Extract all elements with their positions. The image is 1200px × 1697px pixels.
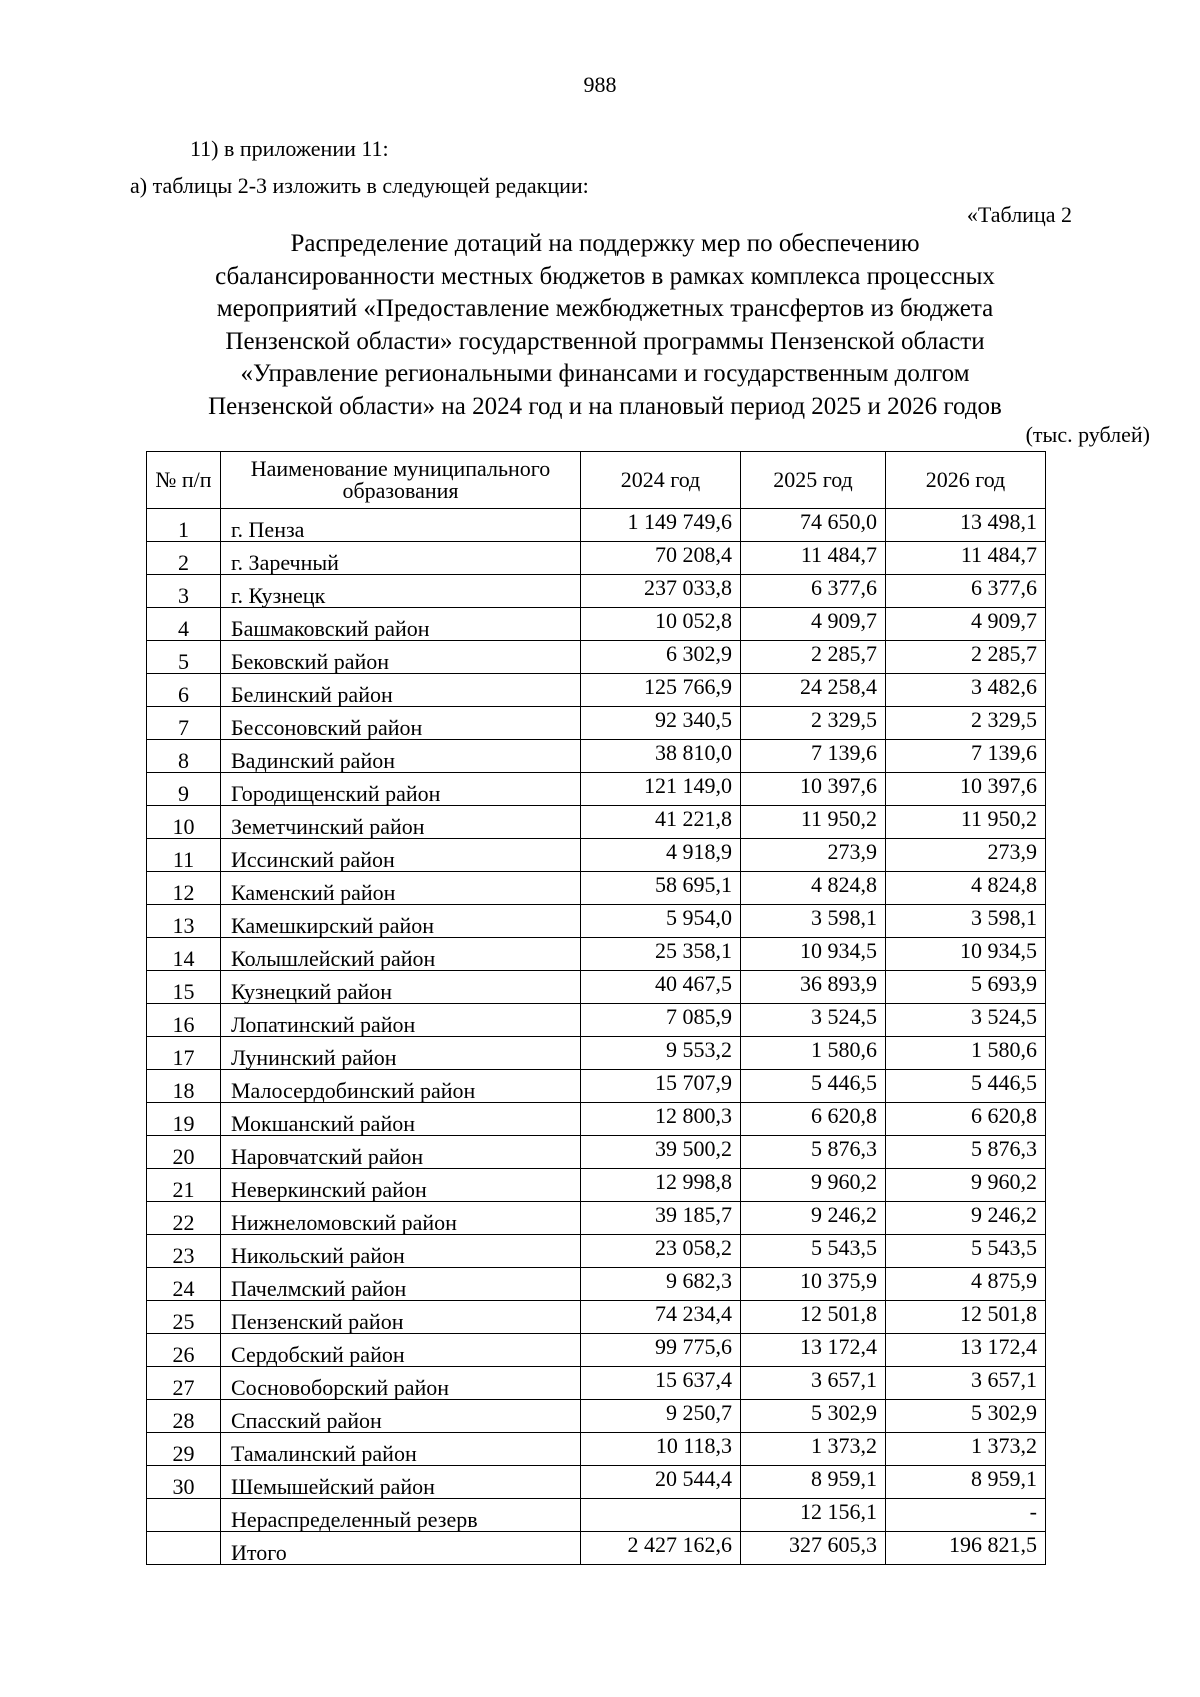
- title-line: Пензенской области» государственной программы Пензенской области: [225, 327, 985, 355]
- row-value-2025: 10 375,9: [741, 1268, 886, 1301]
- row-number: 30: [147, 1466, 221, 1499]
- row-value-2025: 4 824,8: [741, 872, 886, 905]
- table-row: [147, 1268, 1046, 1301]
- row-number: 16: [147, 1004, 221, 1037]
- row-value-2025: 5 446,5: [741, 1070, 886, 1103]
- table-row: [147, 1235, 1046, 1268]
- row-value-2024: 40 467,5: [581, 971, 741, 1004]
- row-value-2025: 10 934,5: [741, 938, 886, 971]
- row-municipality: Малосердобинский район: [221, 1070, 581, 1103]
- table-row: [147, 1433, 1046, 1466]
- row-municipality: г. Заречный: [221, 542, 581, 575]
- row-value-2025: 1 373,2: [741, 1433, 886, 1466]
- row-number: 15: [147, 971, 221, 1004]
- row-value-2024: 99 775,6: [581, 1334, 741, 1367]
- row-value-2024: 1 149 749,6: [581, 509, 741, 542]
- row-municipality: Бековский район: [221, 641, 581, 674]
- row-value-2026: 2 285,7: [886, 641, 1046, 674]
- units-label: (тыс. рублей): [1025, 422, 1150, 447]
- table-row: [147, 1532, 1046, 1565]
- row-number: 2: [147, 542, 221, 575]
- row-value-2026: 3 524,5: [886, 1004, 1046, 1037]
- table-row: [147, 971, 1046, 1004]
- title-line: «Управление региональными финансами и государственным долгом: [240, 360, 970, 387]
- row-municipality: Городищенский район: [221, 773, 581, 806]
- header-2024: 2024 год: [581, 452, 741, 509]
- row-value-2026: 4 824,8: [886, 872, 1046, 905]
- row-value-2026: 2 329,5: [886, 707, 1046, 740]
- row-municipality: Неверкинский район: [221, 1169, 581, 1202]
- row-number: 12: [147, 872, 221, 905]
- row-number: 21: [147, 1169, 221, 1202]
- distribution-table: [146, 451, 1046, 1565]
- row-value-2024: 58 695,1: [581, 872, 741, 905]
- row-number: 23: [147, 1235, 221, 1268]
- row-municipality: Бессоновский район: [221, 707, 581, 740]
- row-number: 14: [147, 938, 221, 971]
- row-municipality: Нижнеломовский район: [221, 1202, 581, 1235]
- row-value-2025: 74 650,0: [741, 509, 886, 542]
- row-value-2024: 39 185,7: [581, 1202, 741, 1235]
- row-value-2026: 3 482,6: [886, 674, 1046, 707]
- row-value-2026: 3 598,1: [886, 905, 1046, 938]
- table-row: [147, 509, 1046, 542]
- row-value-2024: 20 544,4: [581, 1466, 741, 1499]
- intro-line-1: 11) в приложении 11:: [190, 136, 389, 161]
- row-municipality: Шемышейский район: [221, 1466, 581, 1499]
- table-row: [147, 1400, 1046, 1433]
- row-value-2026: 4 909,7: [886, 608, 1046, 641]
- row-municipality: Пензенский район: [221, 1301, 581, 1334]
- row-value-2026: 13 498,1: [886, 509, 1046, 542]
- row-value-2025: 9 246,2: [741, 1202, 886, 1235]
- table-title: [140, 228, 1070, 423]
- row-value-2024: 6 302,9: [581, 641, 741, 674]
- table-row: [147, 707, 1046, 740]
- row-value-2026: 1 373,2: [886, 1433, 1046, 1466]
- table-row: [147, 773, 1046, 806]
- header-municipality: Наименование муниципального образования: [221, 452, 581, 509]
- table-row: [147, 839, 1046, 872]
- row-number: 6: [147, 674, 221, 707]
- row-value-2025: 1 580,6: [741, 1037, 886, 1070]
- row-value-2025: 36 893,9: [741, 971, 886, 1004]
- row-value-2026: 6 377,6: [886, 575, 1046, 608]
- row-value-2025: 273,9: [741, 839, 886, 872]
- row-value-2024: 15 707,9: [581, 1070, 741, 1103]
- row-value-2024: 4 918,9: [581, 839, 741, 872]
- table-row: [147, 1202, 1046, 1235]
- row-number: 25: [147, 1301, 221, 1334]
- row-value-2024: 9 682,3: [581, 1268, 741, 1301]
- row-value-2024: 41 221,8: [581, 806, 741, 839]
- row-value-2026: 7 139,6: [886, 740, 1046, 773]
- table-label: «Таблица 2: [966, 202, 1072, 227]
- row-value-2024: 5 954,0: [581, 905, 741, 938]
- row-number: 11: [147, 839, 221, 872]
- row-value-2025: 8 959,1: [741, 1466, 886, 1499]
- table-row: [147, 608, 1046, 641]
- row-value-2024: 74 234,4: [581, 1301, 741, 1334]
- row-number: [147, 1532, 221, 1565]
- row-value-2026: 12 501,8: [886, 1301, 1046, 1334]
- row-value-2026: 5 543,5: [886, 1235, 1046, 1268]
- row-value-2024: 70 208,4: [581, 542, 741, 575]
- row-value-2026: 8 959,1: [886, 1466, 1046, 1499]
- row-value-2024: 125 766,9: [581, 674, 741, 707]
- row-value-2025: 5 876,3: [741, 1136, 886, 1169]
- row-municipality: Наровчатский район: [221, 1136, 581, 1169]
- row-number: 3: [147, 575, 221, 608]
- row-value-2024: 23 058,2: [581, 1235, 741, 1268]
- row-value-2025: 10 397,6: [741, 773, 886, 806]
- row-value-2025: 11 950,2: [741, 806, 886, 839]
- row-value-2026: 4 875,9: [886, 1268, 1046, 1301]
- row-number: 10: [147, 806, 221, 839]
- row-value-2025: 3 657,1: [741, 1367, 886, 1400]
- table-row: [147, 740, 1046, 773]
- row-value-2024: 38 810,0: [581, 740, 741, 773]
- table-row: [147, 1037, 1046, 1070]
- row-number: 9: [147, 773, 221, 806]
- row-municipality: Тамалинский район: [221, 1433, 581, 1466]
- header-2026: 2026 год: [886, 452, 1046, 509]
- row-number: 4: [147, 608, 221, 641]
- row-value-2026: 10 397,6: [886, 773, 1046, 806]
- row-value-2024: 121 149,0: [581, 773, 741, 806]
- table-row: [147, 1103, 1046, 1136]
- row-number: 22: [147, 1202, 221, 1235]
- row-number: 17: [147, 1037, 221, 1070]
- row-value-2025: 5 302,9: [741, 1400, 886, 1433]
- row-value-2026: 11 950,2: [886, 806, 1046, 839]
- title-line: Распределение дотаций на поддержку мер по обеспечению: [290, 230, 920, 257]
- table-row: [147, 674, 1046, 707]
- row-municipality: Итого: [221, 1532, 581, 1565]
- row-value-2024: 10 118,3: [581, 1433, 741, 1466]
- title-line: мероприятий «Предоставление межбюджетных трансфертов из бюджета: [216, 295, 994, 322]
- row-value-2026: 3 657,1: [886, 1367, 1046, 1400]
- table-body: [147, 509, 1046, 1565]
- row-value-2024: 12 998,8: [581, 1169, 741, 1202]
- title-line: сбалансированности местных бюджетов в рамках комплекса процессных: [215, 262, 995, 290]
- row-value-2025: 7 139,6: [741, 740, 886, 773]
- row-value-2024: 92 340,5: [581, 707, 741, 740]
- table-header-row: [147, 452, 1046, 509]
- row-number: 24: [147, 1268, 221, 1301]
- row-value-2026: 5 302,9: [886, 1400, 1046, 1433]
- table-row: [147, 872, 1046, 905]
- table-row: [147, 1169, 1046, 1202]
- row-number: 26: [147, 1334, 221, 1367]
- row-value-2026: 273,9: [886, 839, 1046, 872]
- table-row: [147, 575, 1046, 608]
- row-value-2026: 5 446,5: [886, 1070, 1046, 1103]
- table-row: [147, 938, 1046, 971]
- row-number: [147, 1499, 221, 1532]
- row-municipality: Колышлейский район: [221, 938, 581, 971]
- row-municipality: Никольский район: [221, 1235, 581, 1268]
- row-municipality: Лунинский район: [221, 1037, 581, 1070]
- row-number: 1: [147, 509, 221, 542]
- row-municipality: Мокшанский район: [221, 1103, 581, 1136]
- row-value-2025: 2 285,7: [741, 641, 886, 674]
- row-value-2026: 196 821,5: [886, 1532, 1046, 1565]
- row-value-2025: 3 598,1: [741, 905, 886, 938]
- row-value-2025: 3 524,5: [741, 1004, 886, 1037]
- row-municipality: Кузнецкий район: [221, 971, 581, 1004]
- row-value-2025: 12 156,1: [741, 1499, 886, 1532]
- row-municipality: Белинский район: [221, 674, 581, 707]
- row-value-2026: 9 246,2: [886, 1202, 1046, 1235]
- row-number: 5: [147, 641, 221, 674]
- row-value-2026: 10 934,5: [886, 938, 1046, 971]
- row-municipality: г. Пенза: [221, 509, 581, 542]
- page-number: 988: [583, 72, 617, 97]
- row-value-2026: 5 693,9: [886, 971, 1046, 1004]
- row-number: 27: [147, 1367, 221, 1400]
- table-row: [147, 1136, 1046, 1169]
- header-number: № п/п: [147, 452, 221, 509]
- row-municipality: Иссинский район: [221, 839, 581, 872]
- row-value-2024: 39 500,2: [581, 1136, 741, 1169]
- row-value-2024: 10 052,8: [581, 608, 741, 641]
- table-row: [147, 641, 1046, 674]
- row-number: 8: [147, 740, 221, 773]
- row-value-2024: 9 250,7: [581, 1400, 741, 1433]
- table-row: [147, 806, 1046, 839]
- table-row: [147, 1301, 1046, 1334]
- table-row: [147, 1466, 1046, 1499]
- row-value-2026: 11 484,7: [886, 542, 1046, 575]
- row-number: 18: [147, 1070, 221, 1103]
- intro-line-2: а) таблицы 2-3 изложить в следующей редакции:: [130, 173, 589, 198]
- row-value-2025: 6 620,8: [741, 1103, 886, 1136]
- row-municipality: Сердобский район: [221, 1334, 581, 1367]
- row-value-2025: 6 377,6: [741, 575, 886, 608]
- row-municipality: Спасский район: [221, 1400, 581, 1433]
- row-value-2024: 9 553,2: [581, 1037, 741, 1070]
- row-value-2025: 11 484,7: [741, 542, 886, 575]
- table-row: [147, 1004, 1046, 1037]
- row-value-2024: 25 358,1: [581, 938, 741, 971]
- row-number: 19: [147, 1103, 221, 1136]
- table-row: [147, 1499, 1046, 1532]
- row-value-2025: 5 543,5: [741, 1235, 886, 1268]
- row-value-2024: [581, 1499, 741, 1532]
- title-line: Пензенской области» на 2024 год и на плановый период 2025 и 2026 годов: [208, 392, 1002, 420]
- table-row: [147, 1070, 1046, 1103]
- row-municipality: Вадинский район: [221, 740, 581, 773]
- row-value-2024: 7 085,9: [581, 1004, 741, 1037]
- row-municipality: Сосновоборский район: [221, 1367, 581, 1400]
- row-value-2026: 6 620,8: [886, 1103, 1046, 1136]
- row-value-2025: 13 172,4: [741, 1334, 886, 1367]
- row-value-2024: 12 800,3: [581, 1103, 741, 1136]
- table-row: [147, 1367, 1046, 1400]
- table-row: [147, 1334, 1046, 1367]
- row-value-2026: 5 876,3: [886, 1136, 1046, 1169]
- row-value-2026: 9 960,2: [886, 1169, 1046, 1202]
- row-number: 20: [147, 1136, 221, 1169]
- row-value-2026: -: [886, 1499, 1046, 1532]
- row-number: 28: [147, 1400, 221, 1433]
- row-municipality: Башмаковский район: [221, 608, 581, 641]
- row-number: 13: [147, 905, 221, 938]
- row-municipality: Нераспределенный резерв: [221, 1499, 581, 1532]
- row-value-2026: 1 580,6: [886, 1037, 1046, 1070]
- table-row: [147, 542, 1046, 575]
- row-municipality: Камешкирский район: [221, 905, 581, 938]
- row-municipality: г. Кузнецк: [221, 575, 581, 608]
- row-municipality: Лопатинский район: [221, 1004, 581, 1037]
- row-value-2025: 327 605,3: [741, 1532, 886, 1565]
- row-municipality: Земетчинский район: [221, 806, 581, 839]
- row-value-2024: 2 427 162,6: [581, 1532, 741, 1565]
- row-municipality: Пачелмский район: [221, 1268, 581, 1301]
- table-row: [147, 905, 1046, 938]
- header-2025: 2025 год: [741, 452, 886, 509]
- row-municipality: Каменский район: [221, 872, 581, 905]
- row-number: 7: [147, 707, 221, 740]
- row-value-2025: 9 960,2: [741, 1169, 886, 1202]
- row-value-2024: 15 637,4: [581, 1367, 741, 1400]
- row-value-2025: 24 258,4: [741, 674, 886, 707]
- row-value-2024: 237 033,8: [581, 575, 741, 608]
- row-value-2025: 4 909,7: [741, 608, 886, 641]
- row-number: 29: [147, 1433, 221, 1466]
- row-value-2025: 12 501,8: [741, 1301, 886, 1334]
- row-value-2025: 2 329,5: [741, 707, 886, 740]
- row-value-2026: 13 172,4: [886, 1334, 1046, 1367]
